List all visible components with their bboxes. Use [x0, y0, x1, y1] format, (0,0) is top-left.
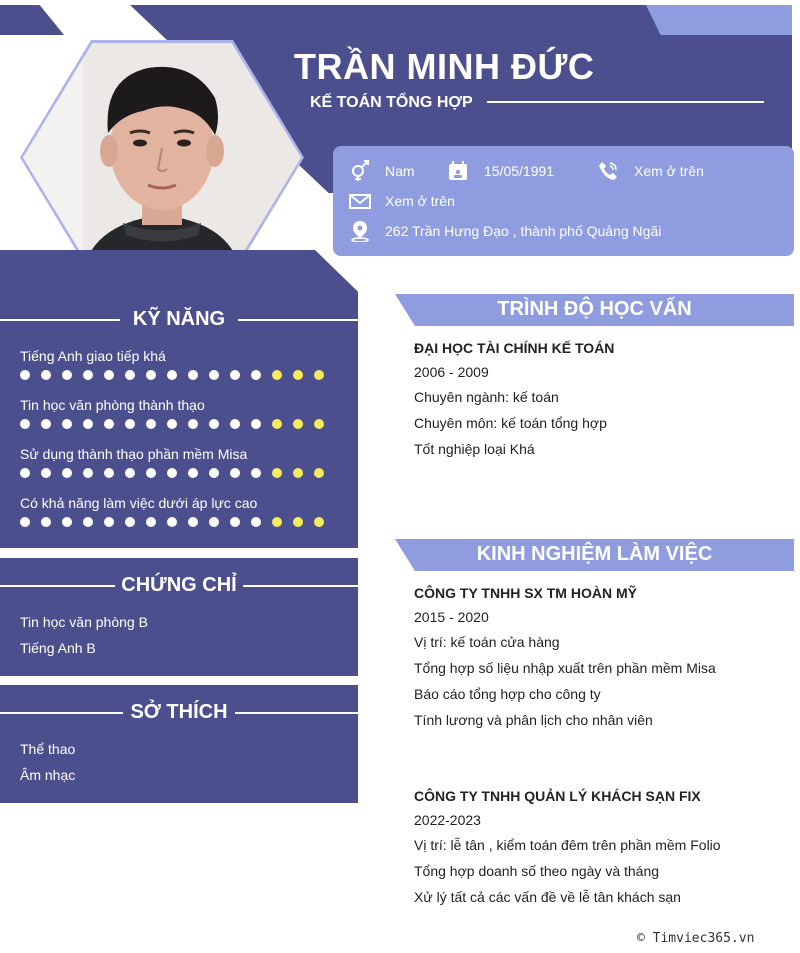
email-icon — [349, 190, 371, 212]
rating-dot-filled — [125, 468, 135, 478]
rating-dot-filled — [62, 468, 72, 478]
rating-dot-filled — [188, 370, 198, 380]
phone-icon — [597, 160, 619, 182]
job-line: Tổng hợp doanh số theo ngày và tháng — [414, 863, 660, 879]
rating-dot-filled — [83, 370, 93, 380]
header-accent-shape — [646, 5, 792, 35]
rating-dot-filled — [209, 517, 219, 527]
rating-dot-filled — [251, 468, 261, 478]
skills-line-right — [238, 319, 358, 321]
footer-credit: © Timviec365.vn — [637, 931, 755, 946]
rating-dot-filled — [83, 419, 93, 429]
rating-dot-filled — [230, 370, 240, 380]
contact-box — [333, 146, 794, 256]
rating-dot-filled — [167, 468, 177, 478]
rating-dot-empty — [314, 419, 324, 429]
address-value: 262 Trần Hưng Đạo , thành phố Quảng Ngãi — [385, 223, 662, 239]
hobby-item: Âm nhạc — [20, 767, 76, 783]
rating-dot-filled — [104, 419, 114, 429]
phone-value: Xem ở trên — [634, 163, 704, 179]
rating-dot-filled — [146, 517, 156, 527]
job-line: Báo cáo tổng hợp cho công ty — [414, 686, 601, 702]
rating-dot-filled — [83, 468, 93, 478]
rating-dot-filled — [251, 517, 261, 527]
skill-rating — [20, 419, 335, 429]
education-line: Tốt nghiệp loại Khá — [414, 441, 535, 457]
education-line: Chuyên môn: kế toán tổng hợp — [414, 415, 607, 431]
rating-dot-filled — [41, 517, 51, 527]
skill-label: Có khả năng làm việc dưới áp lực cao — [20, 495, 258, 511]
skill-rating — [20, 468, 335, 478]
hobby-item: Thể thao — [20, 741, 76, 757]
job-company: CÔNG TY TNHH QUẢN LÝ KHÁCH SẠN FIX — [414, 788, 701, 804]
rating-dot-filled — [209, 468, 219, 478]
rating-dot-filled — [125, 419, 135, 429]
gender-icon — [349, 160, 371, 182]
candidate-name: TRẦN MINH ĐỨC — [294, 46, 595, 87]
job-title: KẾ TOÁN TỔNG HỢP — [310, 94, 473, 111]
rating-dot-filled — [104, 370, 114, 380]
rating-dot-empty — [272, 517, 282, 527]
certificate-item: Tiếng Anh B — [20, 640, 96, 656]
job-line: Xử lý tất cả các vấn đề về lễ tân khách sạn — [414, 889, 681, 905]
certificates-title: CHỨNG CHỈ — [121, 574, 237, 596]
rating-dot-filled — [20, 468, 30, 478]
rating-dot-empty — [314, 517, 324, 527]
rating-dot-filled — [125, 370, 135, 380]
rating-dot-filled — [251, 370, 261, 380]
education-period: 2006 - 2009 — [414, 364, 489, 380]
hobbies-line-left — [0, 712, 123, 714]
rating-dot-filled — [188, 517, 198, 527]
location-icon — [349, 220, 371, 242]
certificates-line-right — [243, 585, 358, 587]
rating-dot-filled — [146, 419, 156, 429]
skill-rating — [20, 517, 335, 527]
rating-dot-filled — [62, 419, 72, 429]
skill-rating — [20, 370, 335, 380]
rating-dot-filled — [167, 370, 177, 380]
rating-dot-filled — [146, 370, 156, 380]
rating-dot-empty — [293, 370, 303, 380]
rating-dot-filled — [146, 468, 156, 478]
rating-dot-filled — [41, 419, 51, 429]
rating-dot-filled — [62, 517, 72, 527]
job-line: Vị trí: kế toán cửa hàng — [414, 634, 560, 650]
education-school: ĐẠI HỌC TÀI CHÍNH KẾ TOÁN — [414, 340, 615, 356]
header-corner-shape — [0, 5, 64, 35]
rating-dot-filled — [209, 370, 219, 380]
rating-dot-empty — [293, 517, 303, 527]
job-period: 2015 - 2020 — [414, 609, 489, 625]
title-divider — [487, 101, 764, 103]
job-line: Vị trí: lễ tân , kiểm toán đêm trên phần mềm Folio — [414, 837, 721, 853]
skill-label: Sử dụng thành thạo phần mềm Misa — [20, 446, 248, 462]
rating-dot-empty — [272, 370, 282, 380]
rating-dot-empty — [272, 419, 282, 429]
rating-dot-filled — [20, 419, 30, 429]
certificate-item: Tin học văn phòng B — [20, 614, 148, 630]
rating-dot-empty — [293, 468, 303, 478]
rating-dot-filled — [41, 370, 51, 380]
rating-dot-filled — [188, 468, 198, 478]
rating-dot-empty — [272, 468, 282, 478]
certificates-line-left — [0, 585, 115, 587]
rating-dot-empty — [293, 419, 303, 429]
rating-dot-filled — [230, 468, 240, 478]
hobbies-title: SỞ THÍCH — [130, 701, 228, 723]
rating-dot-filled — [62, 370, 72, 380]
skills-title: KỸ NĂNG — [132, 308, 226, 330]
experience-title: KINH NGHIỆM LÀM VIỆC — [476, 543, 713, 565]
gender-value: Nam — [385, 163, 415, 179]
job-company: CÔNG TY TNHH SX TM HOÀN MỸ — [414, 585, 637, 601]
job-line: Tính lương và phân lịch cho nhân viên — [414, 712, 653, 728]
skill-label: Tiếng Anh giao tiếp khá — [20, 348, 166, 364]
education-title: TRÌNH ĐỘ HỌC VẤN — [497, 298, 692, 320]
rating-dot-empty — [314, 468, 324, 478]
rating-dot-filled — [125, 517, 135, 527]
rating-dot-filled — [251, 419, 261, 429]
rating-dot-filled — [167, 517, 177, 527]
rating-dot-filled — [104, 468, 114, 478]
rating-dot-filled — [104, 517, 114, 527]
skill-label: Tin học văn phòng thành thạo — [20, 397, 205, 413]
email-value: Xem ở trên — [385, 193, 455, 209]
rating-dot-filled — [209, 419, 219, 429]
job-period: 2022-2023 — [414, 812, 481, 828]
education-line: Chuyên ngành: kế toán — [414, 389, 559, 405]
rating-dot-filled — [230, 517, 240, 527]
rating-dot-filled — [20, 517, 30, 527]
skills-line-left — [0, 319, 120, 321]
rating-dot-filled — [41, 468, 51, 478]
job-line: Tổng hợp số liệu nhập xuất trên phần mềm Misa — [414, 660, 716, 676]
rating-dot-filled — [167, 419, 177, 429]
hobbies-line-right — [235, 712, 358, 714]
birthdate-value: 15/05/1991 — [484, 163, 555, 179]
rating-dot-filled — [230, 419, 240, 429]
calendar-icon — [447, 160, 469, 182]
rating-dot-empty — [314, 370, 324, 380]
rating-dot-filled — [20, 370, 30, 380]
rating-dot-filled — [188, 419, 198, 429]
rating-dot-filled — [83, 517, 93, 527]
